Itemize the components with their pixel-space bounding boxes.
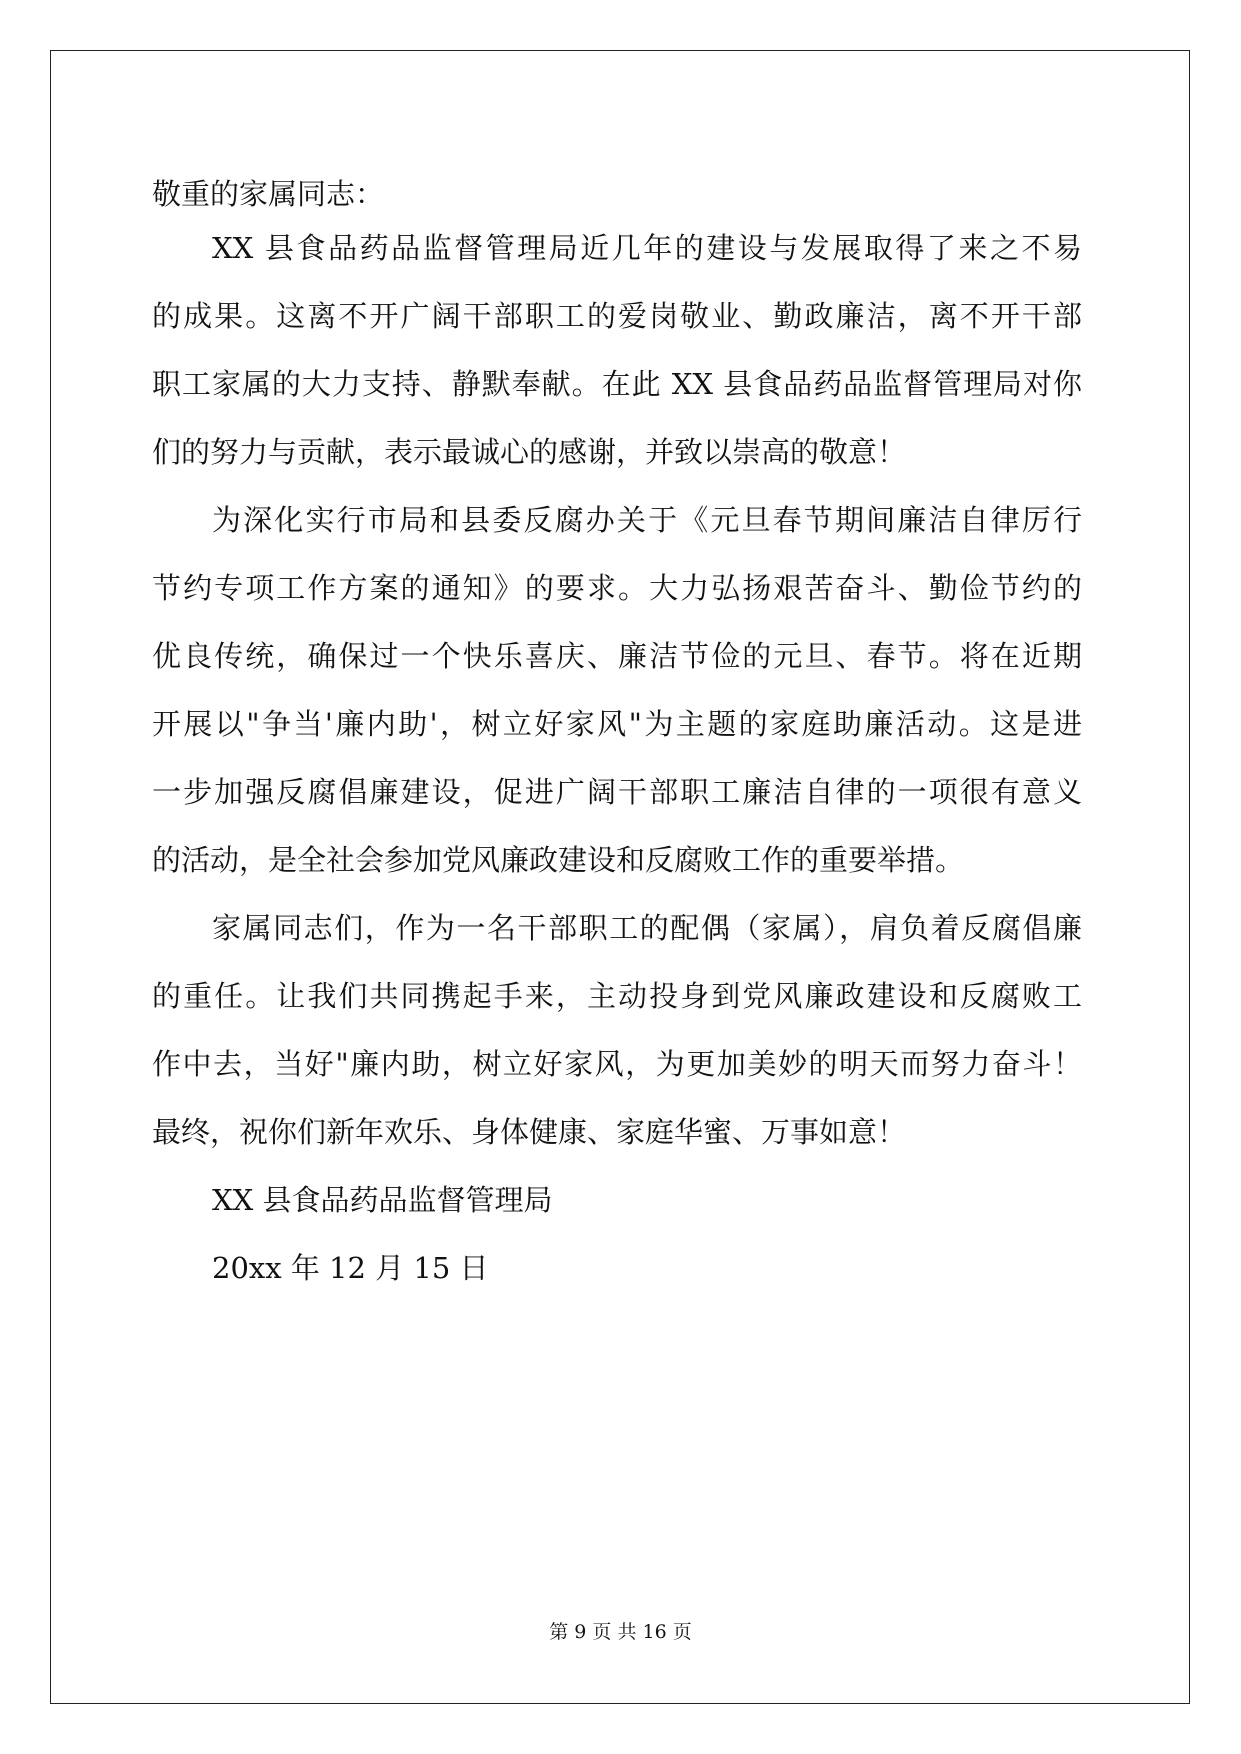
paragraph-line: 最终，祝你们新年欢乐、身体健康、家庭华蜜、万事如意！: [152, 1115, 907, 1149]
paragraph-line: 们的努力与贡献，表示最诚心的感谢，并致以崇高的敬意！: [152, 435, 907, 469]
date: 20xx 年 12 月 15 日: [212, 1251, 489, 1285]
paragraph-line: 职工家属的大力支持、静默奉献。在此 XX 县食品药品监督管理局对你: [152, 367, 1082, 401]
paragraph-line: 的活动，是全社会参加党风廉政建设和反腐败工作的重要举措。: [152, 843, 965, 877]
paragraph-line: XX 县食品药品监督管理局近几年的建设与发展取得了来之不易: [212, 231, 1082, 265]
signature: XX 县食品药品监督管理局: [212, 1183, 553, 1217]
salutation: 敬重的家属同志：: [152, 177, 385, 211]
paragraph-line: 家属同志们，作为一名干部职工的配偶（家属），肩负着反腐倡廉: [212, 911, 1082, 945]
paragraph-line: 一步加强反腐倡廉建设，促进广阔干部职工廉洁自律的一项很有意义: [152, 775, 1082, 809]
paragraph-line: 为深化实行市局和县委反腐办关于《元旦春节期间廉洁自律厉行: [212, 503, 1082, 537]
paragraph-line: 节约专项工作方案的通知》的要求。大力弘扬艰苦奋斗、勤俭节约的: [152, 571, 1082, 605]
page-number: 第 9 页 共 16 页: [549, 1621, 692, 1643]
paragraph-line: 开展以"争当'廉内助'，树立好家风"为主题的家庭助廉活动。这是进: [152, 707, 1082, 741]
paragraph-line: 的成果。这离不开广阔干部职工的爱岗敬业、勤政廉洁，离不开干部: [152, 299, 1082, 333]
paragraph-line: 优良传统，确保过一个快乐喜庆、廉洁节俭的元旦、春节。将在近期: [152, 639, 1082, 673]
paragraph-line: 的重任。让我们共同携起手来，主动投身到党风廉政建设和反腐败工: [152, 979, 1082, 1013]
paragraph-line: 作中去，当好"廉内助，树立好家风，为更加美妙的明天而努力奋斗！: [152, 1047, 1082, 1081]
